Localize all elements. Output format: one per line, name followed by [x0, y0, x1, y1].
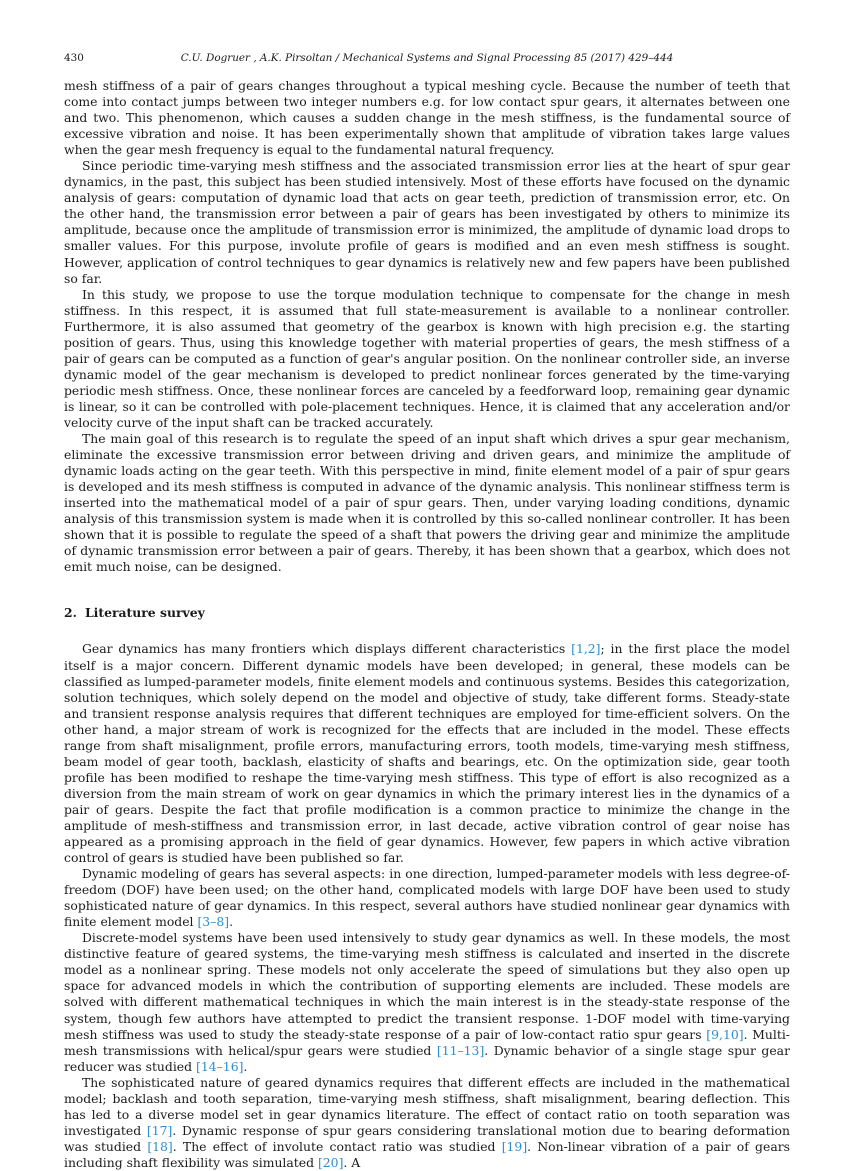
paragraph — [64, 641, 790, 866]
page-number: 430 — [64, 52, 84, 64]
citation-link[interactable]: [9,10] — [706, 1026, 744, 1042]
text-run: . The effect of involute contact ratio was studied — [172, 1138, 502, 1154]
text-run: Gear dynamics has many frontiers which displays different characteristics — [82, 641, 572, 657]
text-run: . — [229, 914, 234, 930]
citation-link[interactable]: [18] — [147, 1138, 173, 1154]
text-run: . Dynamic behavior of a single stage spur gear reducer was studied — [64, 1042, 790, 1074]
citation-link[interactable]: [1,2] — [571, 641, 601, 657]
paragraph: mesh stiffness of a pair of gears changes throughout a typical meshing cycle. Because the number of teeth that come into contact jumps between two integer numbers e.g. for low contact spur gears, it alternates between one and two. This phenomenon, which causes a sudden change in the mesh stiffness, is the fundamental source of excessive vibration and noise. It has been experimentally shown that amplitude of vibration takes large values when the gear mesh frequency is equal to the fundamental natural frequency. — [64, 78, 790, 158]
paragraph — [64, 866, 790, 930]
section-heading — [64, 605, 790, 621]
article-body — [64, 78, 790, 1171]
citation-link[interactable]: [17] — [146, 1122, 173, 1138]
paragraph: Since periodic time-varying mesh stiffness and the associated transmission error lies at the heart of spur gear dynamics, in the past, this subject has been studied intensively. Most of these efforts have focused on the dynamic analysis of gears: computation of dynamic load that acts on gear teeth, prediction of transmission error, etc. On the other hand, the transmission error between a pair of gears has been investigated by others to minimize its amplitude, because once the amplitude of transmission error is minimized, the amplitude of dynamic load drops to smaller values. For this purpose, involute profile of gears is modified and an even mesh stiffness is sought. However, application of control techniques to gear dynamics is relatively new and few papers have been published so far. — [64, 158, 790, 286]
text-run: . A — [343, 1154, 361, 1170]
paragraph — [64, 930, 790, 1074]
section-title: Literature survey — [84, 605, 205, 621]
citation-link[interactable]: [11–13] — [436, 1042, 485, 1058]
citation-link[interactable]: [20] — [317, 1154, 344, 1170]
text-run: The sophisticated nature of geared dynamics requires that different effects are included in the mathematical model; backlash and tooth separation, time-varying mesh stiffness, shaft misalignment, bearing deflection. This has led to a diverse model set in gear dynamics literature. The effect of contact ratio on tooth separation was investigated — [64, 1074, 790, 1138]
text-run: . Non-linear vibration of a pair of gears including shaft flexibility was simulated — [64, 1138, 790, 1170]
paragraph: The main goal of this research is to regulate the speed of an input shaft which drives a spur gear mechanism, eliminate the excessive transmission error between driving and driven gears, and minimize the amplitude of dynamic loads acting on the gear teeth. With this perspective in mind, finite element model of a pair of spur gears is developed and its mesh stiffness is computed in advance of the dynamic analysis. This nonlinear stiffness term is inserted into the mathematical model of a pair of spur gears. Then, under varying loading conditions, dynamic analysis of this transmission system is made when it is controlled by this so-called nonlinear controller. It has been shown that it is possible to regulate the speed of a shaft that powers the driving gear and minimize the amplitude of dynamic transmission error between a pair of gears. Thereby, it has been shown that a gearbox, which does not emit much noise, can be designed. — [64, 431, 790, 575]
text-run: . — [243, 1058, 248, 1074]
text-run: Discrete-model systems have been used intensively to study gear dynamics as well. In these models, the most distinctive feature of geared systems, the time-varying mesh stiffness is calculated and inserted in the discrete model as a nonlinear spring. These models not only accelerate the speed of simulations but they also open up space for advanced models in which the contribution of supporting elements are included. These models are solved with different mathematical techniques in which the main interest is in the steady-state response of the system, though few authors have attempted to predict the transient response. 1-DOF model with time-varying mesh stiffness was used to study the steady-state response of a pair of low-contact ratio spur gears — [64, 930, 790, 1042]
citation-link[interactable]: [3–8] — [197, 914, 230, 930]
citation-link[interactable]: [19] — [501, 1138, 528, 1154]
paragraph — [64, 1075, 790, 1171]
text-run: . Dynamic response of spur gears considering translational motion due to bearing deformation was studied — [64, 1122, 790, 1154]
running-header — [64, 52, 790, 68]
citation-link[interactable]: [14–16] — [196, 1058, 244, 1074]
text-run: ; in the first place the model itself is a major concern. Different dynamic models have been developed; in general, these models can be classified as lumped-parameter models, finite element models and continuous systems. Besides this categorization, solution techniques, which solely depend on the model and objective of study, take different forms. Steady-state and transient response analysis requires that different techniques are employed for time-efficient solvers. On the other hand, a major stream of work is recognized for the effects that are included in the model. These effects range from shaft misalignment, profile errors, manufacturing errors, tooth models, time-varying mesh stiffness, beam model of gear tooth, backlash, elasticity of shafts and bearings, etc. On the optimization side, gear tooth profile has been modified to reshape the time-varying mesh stiffness. This type of effort is also recognized as a diversion from the main stream of work on gear dynamics in which the primary interest lies in the dynamics of a pair of gears. Despite the fact that profile modification is a common practice to minimize the change in the amplitude of mesh-stiffness and transmission error, in last decade, active vibration control of gear noise has appeared as a promising approach in the field of gear dynamics. However, few papers in which active vibration control of gears is studied have been published so far. — [64, 641, 790, 866]
section-number: 2. — [64, 605, 77, 621]
text-run: Dynamic modeling of gears has several aspects: in one direction, lumped-parameter models with less degree-of-freedom (DOF) have been used; on the other hand, complicated models with large DOF have been used to study sophisticated nature of gear dynamics. In this respect, several authors have studied nonlinear gear dynamics with finite element model — [64, 866, 790, 930]
running-head: C.U. Dogruer , A.K. Pirsoltan / Mechanical Systems and Signal Processing 85 (2017) 429–444 — [180, 52, 674, 64]
text-run: . Multi-mesh transmissions with helical/spur gears were studied — [64, 1026, 790, 1058]
paragraph: In this study, we propose to use the torque modulation technique to compensate for the change in mesh stiffness. In this respect, it is assumed that full state-measurement is available to a nonlinear controller. Furthermore, it is also assumed that geometry of the gearbox is known with high precision e.g. the starting position of gears. Thus, using this knowledge together with material properties of gears, the mesh stiffness of a pair of gears can be computed as a function of gear's angular position. On the nonlinear controller side, an inverse dynamic model of the gear mechanism is developed to predict nonlinear forces generated by the time-varying periodic mesh stiffness. Once, these nonlinear forces are canceled by a feedforward loop, remaining gear dynamic is linear, so it can be controlled with pole-placement techniques. Hence, it is claimed that any acceleration and/or velocity curve of the input shaft can be tracked accurately. — [64, 286, 790, 430]
